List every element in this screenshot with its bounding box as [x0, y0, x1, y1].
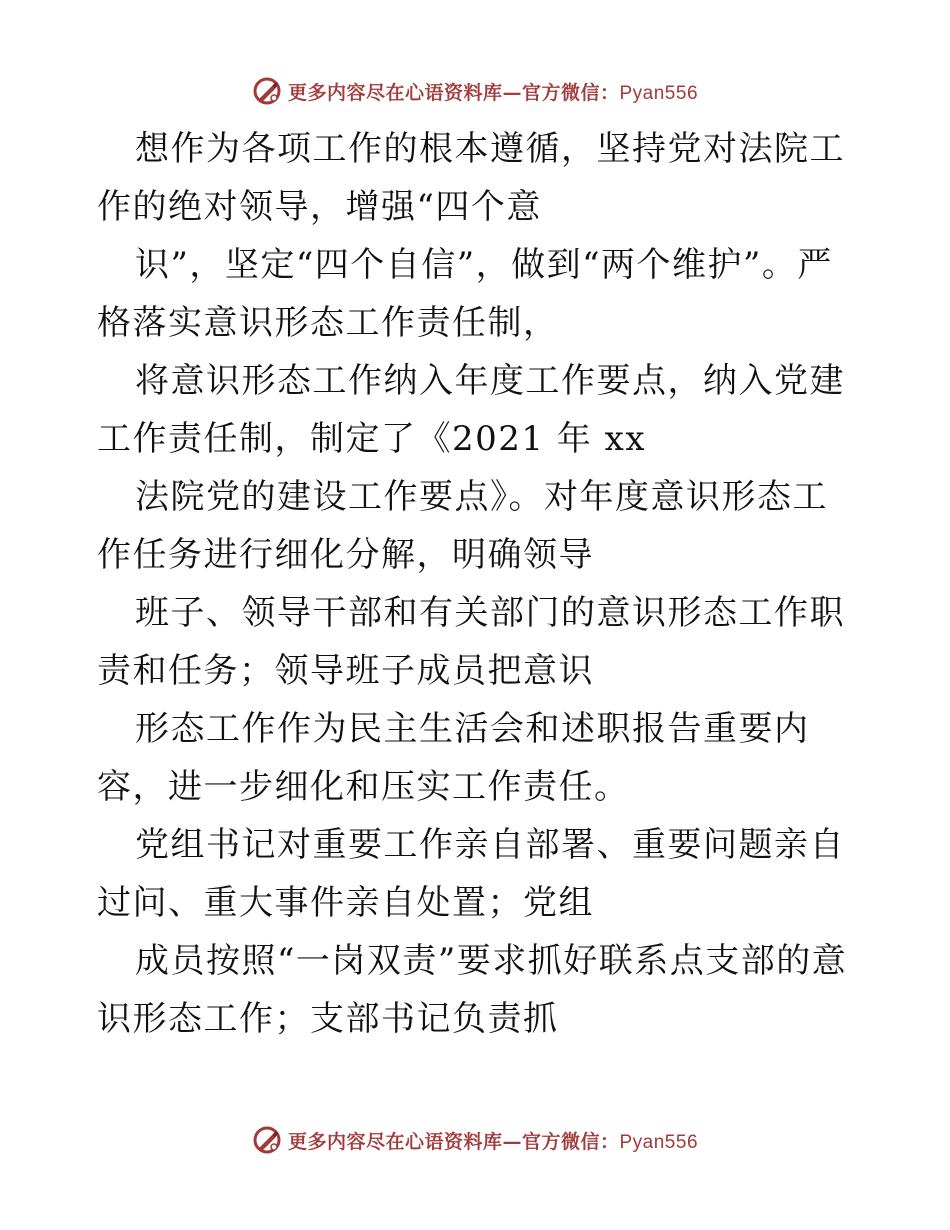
header-banner [0, 71, 950, 111]
footer-banner [0, 1120, 950, 1160]
header-banner-text [288, 78, 698, 105]
paragraph: 识”，坚定“四个自信”，做到“两个维护”。严格落实意识形态工作责任制， [97, 245, 833, 343]
paragraph: 成员按照“一岗双责”要求抓好联系点支部的意识形态工作；支部书记负责抓 [97, 941, 848, 1039]
header-brand: 更多内容尽在心语资料库 [287, 81, 503, 104]
header-wechat-id: Pyan556 [619, 82, 699, 104]
paragraph: 法院党的建设工作要点》。对年度意识形态工作任务进行细化分解，明确领导 [97, 477, 828, 575]
footer-dash: — [502, 1130, 522, 1153]
paragraph: 想作为各项工作的根本遵循，坚持党对法院工作的绝对领导，增强“四个意 [97, 129, 845, 227]
footer-banner-text [288, 1127, 698, 1154]
pen-logo-icon [252, 1125, 282, 1155]
header-wechat-label: 官方微信： [521, 81, 620, 104]
paragraph: 班子、领导干部和有关部门的意识形态工作职责和任务；领导班子成员把意识 [97, 593, 845, 691]
paragraph: 形态工作作为民主生活会和述职报告重要内容，进一步细化和压实工作责任。 [97, 709, 810, 807]
footer-wechat-label: 官方微信： [521, 1130, 620, 1153]
document-body [97, 120, 853, 1048]
footer-wechat-id: Pyan556 [619, 1131, 699, 1153]
footer-brand: 更多内容尽在心语资料库 [287, 1130, 503, 1153]
paragraph: 党组书记对重要工作亲自部署、重要问题亲自过问、重大事件亲自处置；党组 [97, 825, 845, 923]
paragraph: 将意识形态工作纳入年度工作要点，纳入党建工作责任制，制定了《2021 年 xx [97, 361, 845, 459]
header-dash: — [502, 81, 522, 104]
pen-logo-icon [252, 76, 282, 106]
